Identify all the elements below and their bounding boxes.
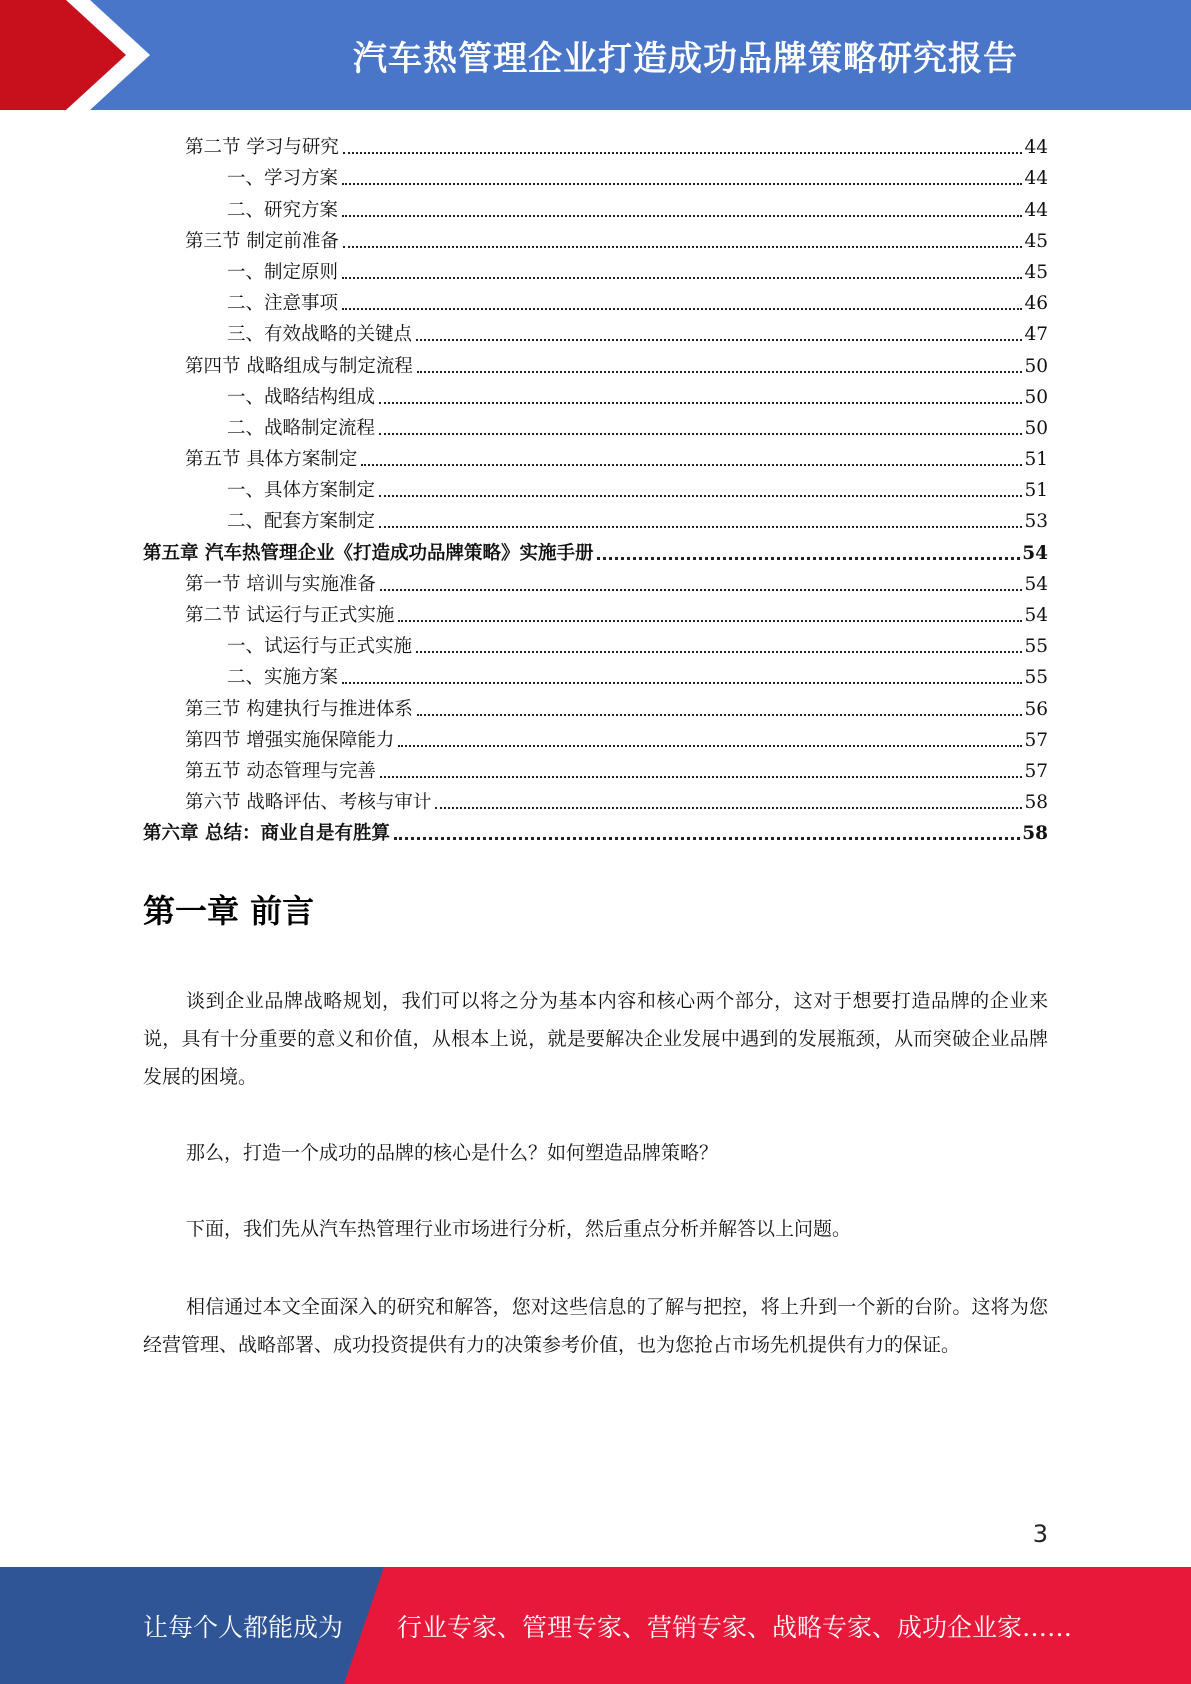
- toc-leader-dots: [416, 339, 1022, 341]
- report-title: 汽车热管理企业打造成功品牌策略研究报告: [353, 38, 1018, 79]
- toc-leader-dots: [394, 837, 1020, 840]
- toc-entry-title: 一、战略结构组成: [227, 386, 376, 408]
- toc-leader-dots: [343, 246, 1023, 248]
- toc-entry-title: 三、有效战略的关键点: [227, 324, 413, 346]
- toc-entry-title: 第五章 汽车热管理企业《打造成功品牌策略》实施手册: [143, 542, 594, 564]
- page-header: [0, 0, 1191, 110]
- toc-entry[interactable]: [143, 409, 1048, 440]
- toc-entry[interactable]: [143, 596, 1048, 627]
- toc-entry[interactable]: [143, 783, 1048, 814]
- footer-slogan-right: 行业专家、管理专家、营销专家、战略专家、成功企业家……: [397, 1612, 1073, 1642]
- toc-leader-dots: [342, 183, 1022, 185]
- paragraph-4: 相信通过本文全面深入的研究和解答，您对这些信息的了解与把控，将上升到一个新的台阶。这将为您经营管理、战略部署、成功投资提供有力的决策参考价值，也为您抢占市场先机提供有力的保证。: [143, 1296, 1048, 1356]
- toc-entry[interactable]: [143, 471, 1048, 502]
- toc-entry-page: 55: [1024, 667, 1048, 689]
- toc-entry[interactable]: [143, 533, 1048, 564]
- toc-entry-title: 二、实施方案: [227, 667, 339, 689]
- paragraph-2: 那么，打造一个成功的品牌的核心是什么？如何塑造品牌策略？: [186, 1142, 719, 1164]
- toc-entry-page: 50: [1024, 355, 1048, 377]
- toc-entry-page: 57: [1024, 760, 1048, 782]
- toc-leader-dots: [380, 776, 1023, 778]
- toc-entry-page: 54: [1024, 573, 1048, 595]
- toc-leader-dots: [380, 589, 1023, 591]
- toc-entry-title: 一、试运行与正式实施: [227, 636, 413, 658]
- toc-entry-page: 57: [1024, 729, 1048, 751]
- toc-entry-page: 46: [1024, 293, 1048, 315]
- toc-entry[interactable]: [143, 627, 1048, 658]
- toc-entry-title: 二、配套方案制定: [227, 511, 376, 533]
- toc-entry-page: 50: [1024, 417, 1048, 439]
- toc-entry[interactable]: [143, 658, 1048, 689]
- toc-entry-page: 55: [1024, 636, 1048, 658]
- toc-leader-dots: [342, 215, 1022, 217]
- toc-leader-dots: [379, 402, 1022, 404]
- toc-leader-dots: [342, 682, 1022, 684]
- toc-entry[interactable]: [143, 502, 1048, 533]
- toc-entry[interactable]: [143, 190, 1048, 221]
- paragraph-1: 谈到企业品牌战略规划，我们可以将之分为基本内容和核心两个部分，这对于想要打造品牌的企业来说，具有十分重要的意义和价值，从根本上说，就是要解决企业发展中遇到的发展瓶颈，从而突破企业品牌发展的困境。: [143, 990, 1048, 1088]
- toc-entry-title: 第四节 战略组成与制定流程: [185, 355, 413, 377]
- toc-entry-page: 45: [1024, 261, 1048, 283]
- toc-entry-page: 44: [1024, 168, 1048, 190]
- toc-leader-dots: [379, 526, 1022, 528]
- toc-leader-dots: [417, 714, 1023, 716]
- toc-entry-page: 56: [1024, 698, 1048, 720]
- toc-entry-title: 第五节 动态管理与完善: [185, 760, 376, 782]
- toc-entry-page: 50: [1024, 386, 1048, 408]
- paragraph-3: 下面，我们先从汽车热管理行业市场进行分析，然后重点分析并解答以上问题。: [186, 1218, 852, 1240]
- toc-entry-title: 第六章 总结：商业自是有胜算: [143, 823, 390, 845]
- toc-entry-page: 51: [1024, 449, 1048, 471]
- toc-entry-title: 第三节 构建执行与推进体系: [185, 698, 413, 720]
- toc-entry-page: 51: [1024, 480, 1048, 502]
- page-number: 3: [1032, 1520, 1048, 1548]
- toc-leader-dots: [398, 620, 1022, 622]
- toc-leader-dots: [416, 651, 1022, 653]
- toc-leader-dots: [342, 277, 1022, 279]
- toc-entry[interactable]: [143, 752, 1048, 783]
- toc-entry-page: 53: [1024, 511, 1048, 533]
- toc-leader-dots: [379, 433, 1022, 435]
- page-footer: [0, 1567, 1191, 1684]
- toc-entry[interactable]: [143, 378, 1048, 409]
- toc-entry-page: 44: [1024, 199, 1048, 221]
- toc-entry-title: 第五节 具体方案制定: [185, 449, 358, 471]
- chapter-heading: 第一章 前言: [143, 892, 315, 930]
- toc-entry-page: 45: [1024, 230, 1048, 252]
- toc-entry-title: 一、学习方案: [227, 168, 339, 190]
- toc-entry-title: 一、具体方案制定: [227, 480, 376, 502]
- toc-entry[interactable]: [143, 565, 1048, 596]
- toc-entry[interactable]: [143, 689, 1048, 720]
- toc-entry-title: 二、战略制定流程: [227, 417, 376, 439]
- toc-entry[interactable]: [143, 814, 1048, 845]
- toc-entry-title: 第三节 制定前准备: [185, 230, 339, 252]
- toc-entry[interactable]: [143, 159, 1048, 190]
- toc-entry[interactable]: [143, 222, 1048, 253]
- toc-entry-title: 二、注意事项: [227, 293, 339, 315]
- toc-entry[interactable]: [143, 440, 1048, 471]
- toc-leader-dots: [597, 557, 1020, 560]
- toc-entry-title: 第二节 试运行与正式实施: [185, 605, 395, 626]
- toc-entry-page: 47: [1024, 324, 1048, 346]
- toc-entry-title: 一、制定原则: [227, 261, 339, 283]
- toc-entry[interactable]: [143, 346, 1048, 377]
- toc-leader-dots: [342, 308, 1022, 310]
- toc-leader-dots: [343, 152, 1023, 154]
- toc-entry-page: 58: [1022, 823, 1048, 845]
- toc-entry-title: 第四节 增强实施保障能力: [185, 729, 395, 751]
- toc-entry-title: 第二节 学习与研究: [185, 137, 339, 159]
- toc-entry-title: 第六节 战略评估、考核与审计: [185, 792, 432, 814]
- toc-entry-page: 54: [1022, 542, 1048, 564]
- toc-entry[interactable]: [143, 253, 1048, 284]
- toc-leader-dots: [379, 495, 1022, 497]
- toc-entry[interactable]: [143, 284, 1048, 315]
- toc-leader-dots: [361, 464, 1022, 466]
- toc-entry[interactable]: [143, 128, 1048, 159]
- toc-entry-title: 第一节 培训与实施准备: [185, 573, 376, 595]
- toc-leader-dots: [435, 807, 1022, 809]
- toc-entry-page: 58: [1024, 792, 1048, 814]
- toc-entry-page: 44: [1024, 137, 1048, 159]
- toc-leader-dots: [398, 745, 1022, 747]
- toc-entry-title: 二、研究方案: [227, 199, 339, 221]
- toc-entry[interactable]: [143, 315, 1048, 346]
- toc-entry-page: 54: [1024, 605, 1048, 626]
- toc-entry[interactable]: [143, 721, 1048, 752]
- table-of-contents: [143, 128, 1048, 845]
- toc-leader-dots: [417, 371, 1023, 373]
- footer-slogan-left: 让每个人都能成为: [143, 1612, 344, 1642]
